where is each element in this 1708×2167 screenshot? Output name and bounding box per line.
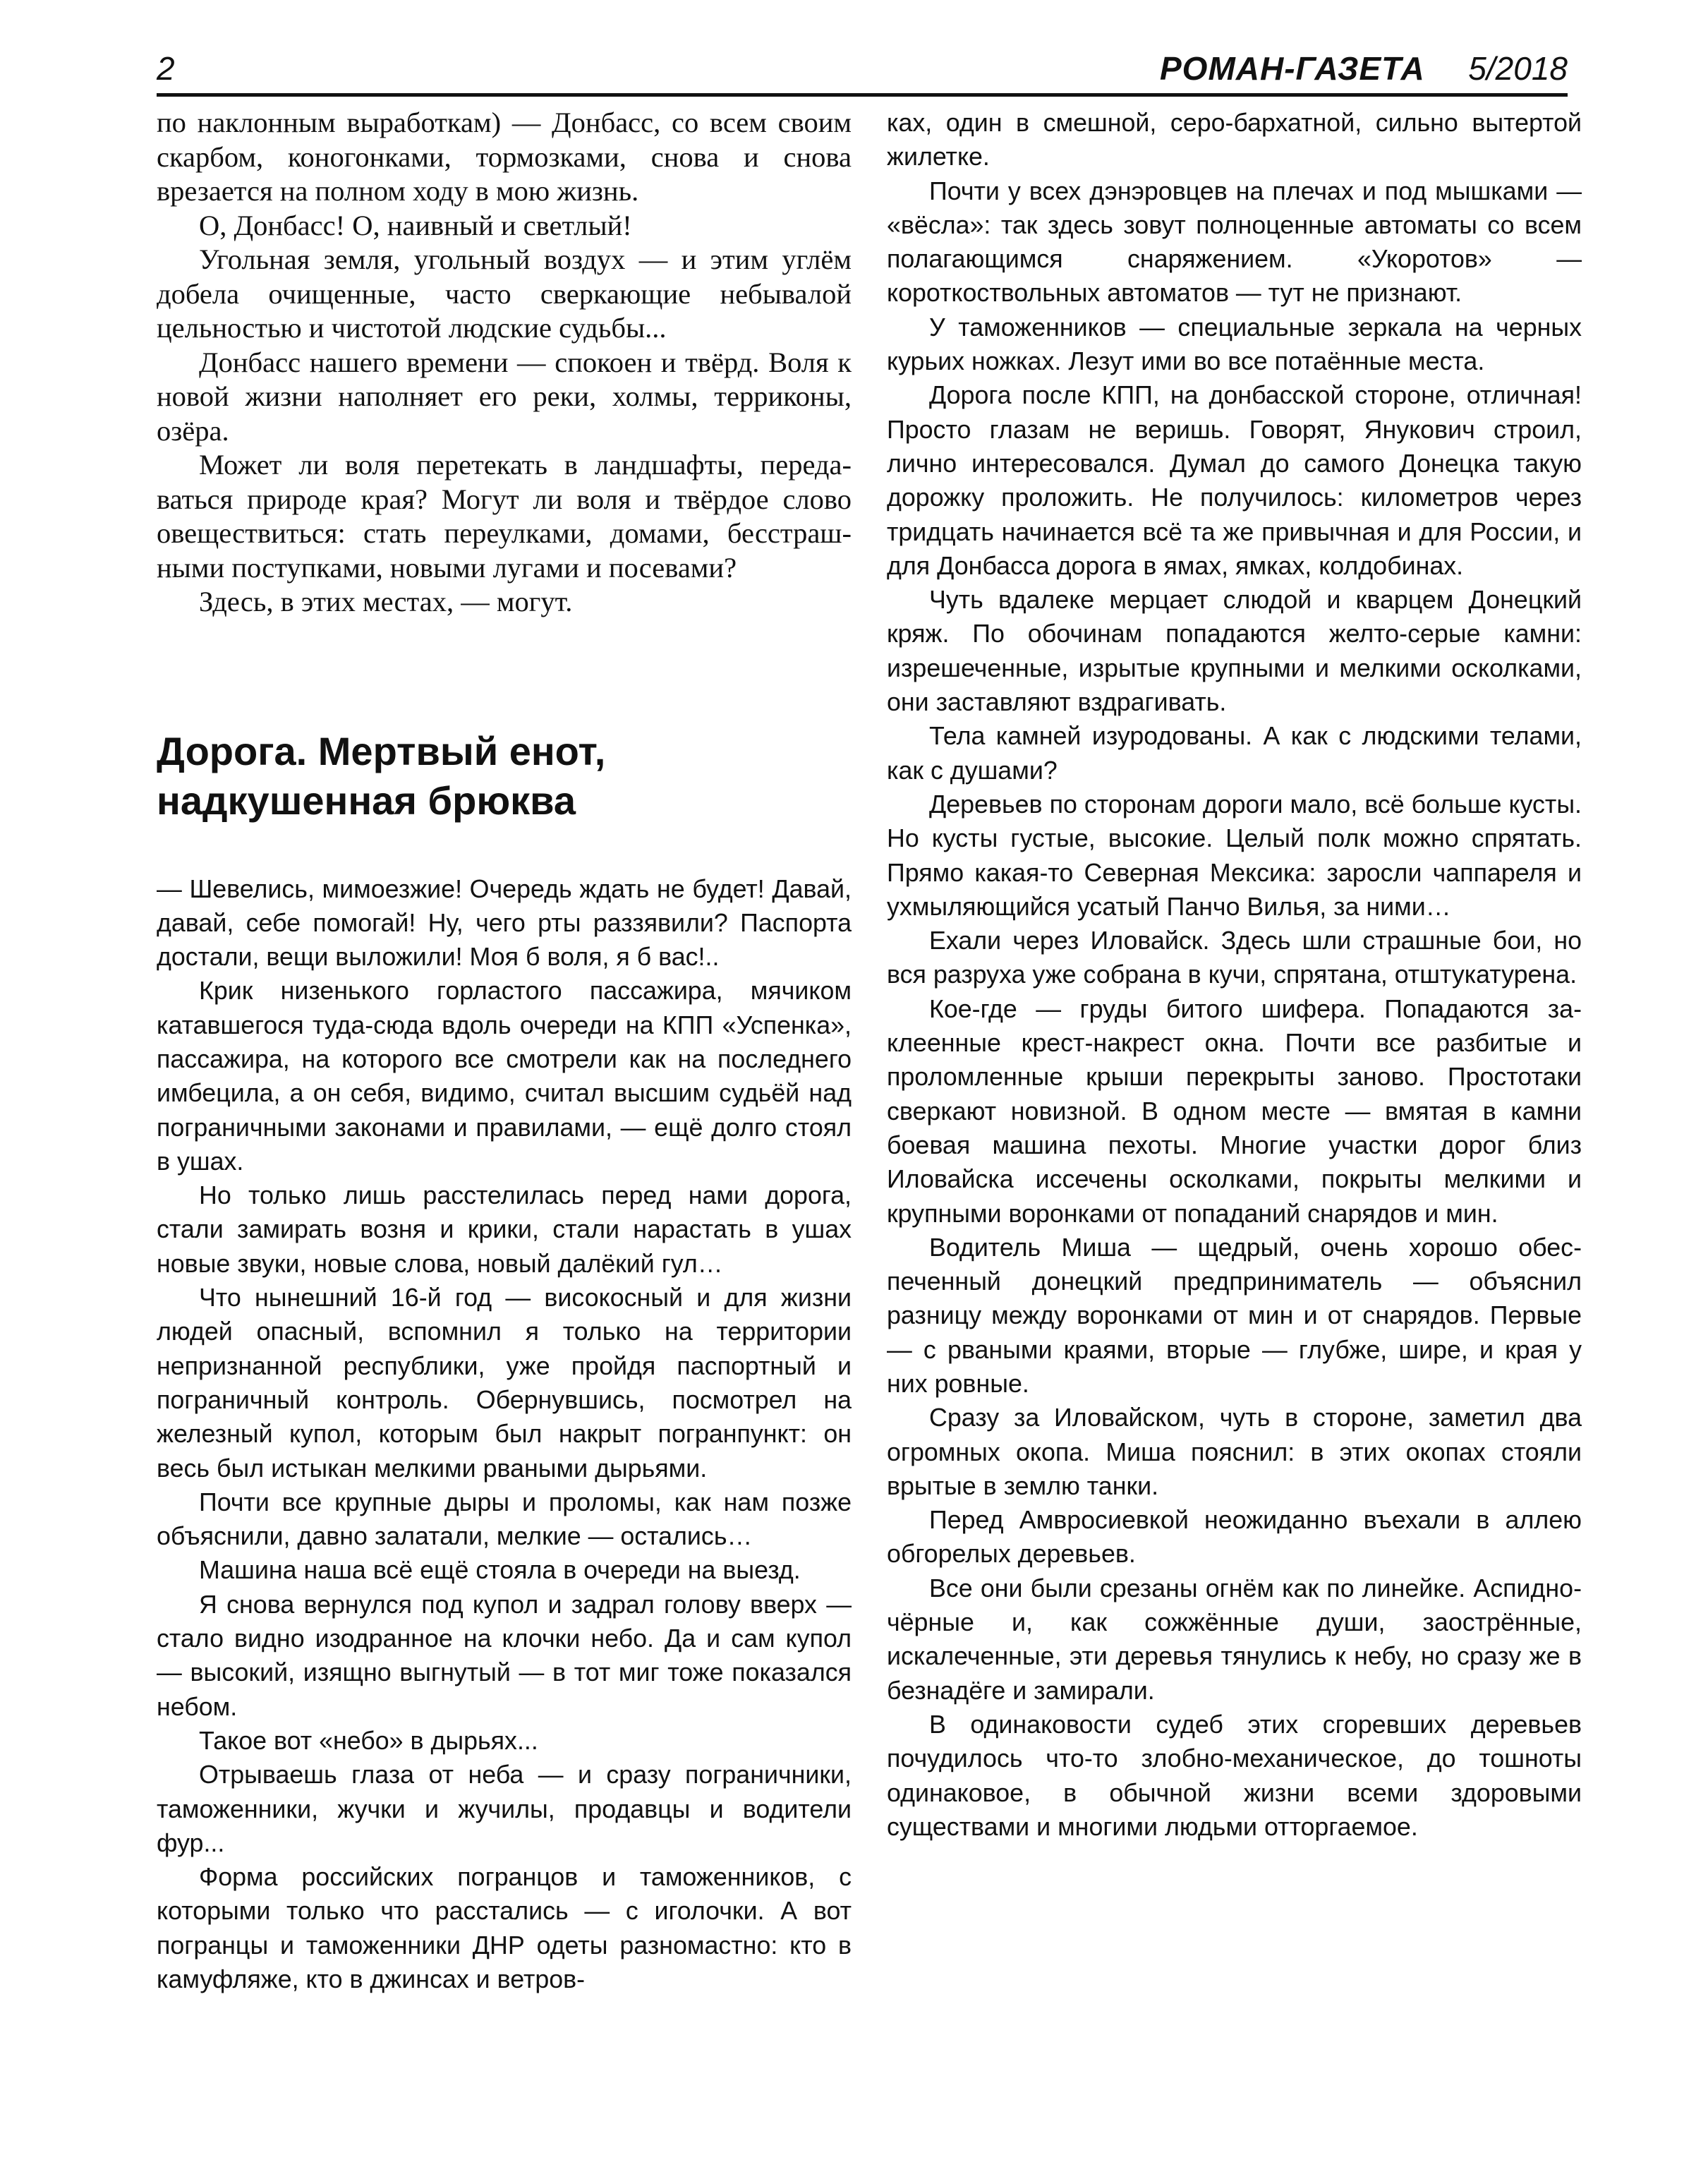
paragraph: Сразу за Иловайском, чуть в стороне, заметил два огромных окопа. Миша пояснил: в этих окопах стояли врытые в землю танки. — [887, 1404, 1582, 1500]
right-column — [887, 106, 1582, 1844]
paragraph: Водитель Миша — щедрый, очень хорошо обеспеченный донецкий предприниматель — объяснил разницу между воронками от мин и от снарядов. Первые — с рваными краями, вторые — глубже, шире, и края у них ровные. — [887, 1233, 1582, 1398]
issue-number: 5/2018 — [1468, 50, 1568, 87]
paragraph: Все они были срезаны огнём как по линейке. Аспидно-чёрные и, как сожжённые души, заострённые, искалеченные, эти деревья тянулись к небу, но сразу же в безнадёге и замирали. — [887, 1574, 1582, 1705]
section-text — [157, 872, 852, 1997]
paragraph: Я снова вернулся под купол и задрал голову вверх — стало видно изодранное на клочки небо. Да и сам купол — высокий, изящно выгнутый — в тот миг тоже показался небом. — [157, 1590, 852, 1721]
page-header — [157, 44, 1568, 93]
paragraph: по наклонным выработкам) — Донбасс, со всем своим скарбом, коногонками, тормозками, снова и снова врезается на полном ходу в мою жизнь. — [157, 107, 852, 207]
paragraph: У таможенников — специальные зеркала на черных курьих ножках. Лезут ими во все потаённые места. — [887, 313, 1582, 376]
paragraph: Перед Амвросиевкой неожиданно въехали в аллею обгорелых деревьев. — [887, 1506, 1582, 1569]
paragraph: Деревьев по сторонам дороги мало, всё больше кусты. Но кусты густые, высокие. Целый полк можно спрятать. Прямо какая-то Северная Мексика: заросли чаппареля и ухмыляющийся усатый Панчо Вилья, за ними… — [887, 790, 1582, 921]
paragraph: Тела камней изуродованы. А как с людскими телами, как с душами? — [887, 722, 1582, 785]
paragraph: Машина наша всё ещё стояла в очереди на выезд. — [199, 1556, 801, 1585]
paragraph: Форма российских погранцов и таможенников, с которыми только что расстались — с иголочки. А вот погранцы и таможенники ДНР одеты разномастно: кто в камуфляже, кто в джинсах и ветров- — [157, 1863, 852, 1993]
paragraph: Чуть вдалеке мерцает слюдой и кварцем Донецкий кряж. По обочинам попадаются желто-серые камни: изрешеченные, изрытые крупными и мелкими осколками, они заставляют вздрагивать. — [887, 586, 1582, 717]
paragraph: Может ли воля перетекать в ландшафты, передаваться природе края? Могут ли воля и твёрдое слово овеществиться: стать переулками, домами, бесстрашными поступками, новыми лугами и посевами? — [157, 449, 852, 584]
intro-text — [157, 106, 852, 620]
paragraph: Ехали через Иловайск. Здесь шли страшные бои, но вся разруха уже собрана в кучи, спрятана, отштукатурена. — [887, 926, 1582, 989]
heading-spacer — [157, 826, 852, 872]
paragraph: Крик низенького горластого пассажира, мячиком катавшегося туда-сюда вдоль очереди на КПП «Успенка», пассажира, на которого все смотрели как на последнего имбецила, а он себя, видимо, считал высшим судьёй над пограничными законами и правилами, — ещё долго стоял в ушах. — [157, 977, 852, 1176]
magazine-title: РОМАН-ГАЗЕТА — [1160, 50, 1425, 87]
left-column — [157, 106, 852, 1996]
page-number: 2 — [157, 50, 175, 87]
section-heading: Дорога. Мертвый енот, надкушенная брюква — [157, 728, 606, 823]
paragraph: Угольная земля, угольный воздух — и этим углём добела очищенные, часто сверкающие небывалой цельностью и чистотой людские судьбы... — [157, 243, 852, 344]
paragraph: Почти все крупные дыры и проломы, как нам позже объяснили, давно залатали, мелкие — остались… — [157, 1487, 852, 1551]
paragraph: Дорога после КПП, на донбасской стороне, отличная! Просто глазам не веришь. Говорят, Янукович строил, лично интересовался. Думал до самого Донецка такую дорожку проложить. Не получилось: километров через тридцать начинается всё та же привычная и для России, и для Донбасса дорога в ямах, ямках, колдобинах. — [887, 381, 1582, 580]
paragraph: В одинаковости судеб этих сгоревших деревьев почудилось что-то злобно-механическое, до тошноты одинаковое, в обычной жизни всеми здоровыми существами и многими людьми отторгаемое. — [887, 1710, 1582, 1841]
paragraph: ках, один в смешной, серо-бархатной, сильно вытертой жилетке. — [887, 109, 1582, 171]
paragraph: Но только лишь расстелилась перед нами дорога, стали замирать возня и крики, стали нарастать в ушах новые звуки, новые слова, новый далёкий гул… — [157, 1181, 852, 1278]
paragraph: Отрываешь глаза от неба — и сразу пограничники, таможенники, жучки и жучилы, продавцы и водители фур... — [157, 1761, 852, 1857]
paragraph: О, Донбасс! О, наивный и светлый! — [199, 209, 632, 241]
section-spacer — [157, 620, 852, 727]
paragraph: Что нынешний 16-й год — високосный и для жизни людей опасный, вспомнил я только на территории непризнанной республики, уже пройдя паспортный и пограничный контроль. Обернувшись, посмотрел на железный купол, которым был накрыт погранпункт: он весь был истыкан мелкими рваными дырьями. — [157, 1284, 852, 1483]
paragraph: Кое-где — груды битого шифера. Попадаются заклеенные крест-накрест окна. Почти все разбитые и проломленные крыши перекрыты заново. Простотаки сверкают новизной. В одном месте — вмятая в камни боевая машина пехоты. Многие участки дорог близ Иловайска иссечены осколками, покрыты мелкими и крупными воронками от попаданий снарядов и мин. — [887, 994, 1582, 1228]
header-rule — [157, 93, 1568, 97]
paragraph: — Шевелись, мимоезжие! Очередь ждать не будет! Давай, давай, себе помогай! Ну, чего рты раззявили? Паспорта достали, вещи выложили! Моя б воля, я б вас!.. — [157, 874, 852, 972]
paragraph: Здесь, в этих местах, — могут. — [199, 586, 573, 617]
paragraph: Донбасс нашего времени — спокоен и твёрд. Воля к новой жизни наполняет его реки, холмы, терриконы, озёра. — [157, 346, 852, 447]
paragraph: Такое вот «небо» в дырьях... — [199, 1726, 538, 1755]
paragraph: Почти у всех дэнэровцев на плечах и под мышками — «вёсла»: так здесь зовут полноценные автоматы со всем полагающимся снаряжением. «Укоротов» — короткоствольных автоматов — тут не признают. — [887, 176, 1582, 308]
